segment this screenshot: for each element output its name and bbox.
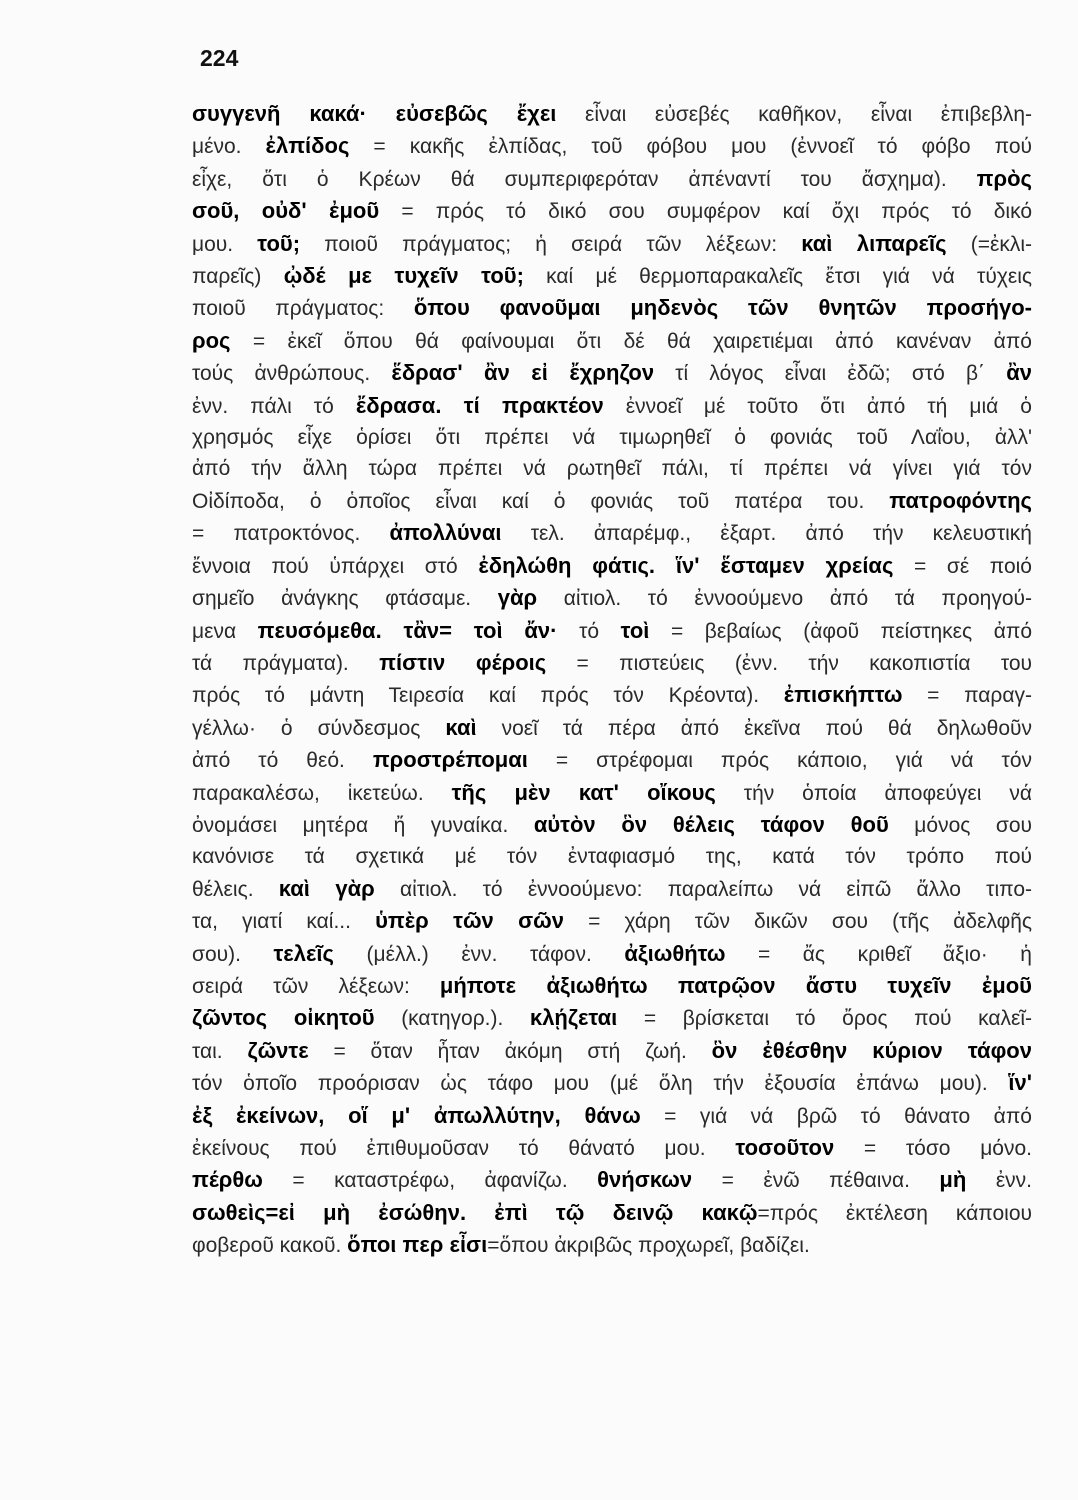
lemma: ἐξ ἐκείνων, οἵ μ' ἀπωλλύτην, θάνω [192,1102,641,1128]
gloss: = βρίσκεται τό ὄρος πού καλεῖ- [617,1007,1033,1031]
text-line [192,422,1032,453]
gloss: ἐνν. [966,1169,1033,1193]
gloss: τόν ὁποῖο προόρισαν ὡς τάφο μου (μέ ὅλη τήν ἐξουσία ἐπάνω μου). [192,1072,1009,1096]
text-line [192,130,1032,162]
gloss: αἰτιολ. τό ἐννοούμενο ἀπό τά προηγού- [537,587,1032,611]
text-line [192,550,1032,582]
gloss: εἶναι εὐσεβές καθῆκον, εἶναι ἐπιβεβλη- [556,103,1033,126]
text-line [192,744,1032,776]
lemma: μὴ [939,1167,967,1193]
gloss: ποιοῦ πράγματος; ἡ σειρά τῶν λέξεων: [300,232,802,256]
text-line [192,938,1032,970]
gloss: = πιστεύεις (ἐνν. τήν κακοπιστία του [546,651,1032,675]
gloss: ται. [192,1039,248,1063]
gloss: = κακῆς ἐλπίδας, τοῦ φόβου μου (ἐννοεῖ τό φόβο πού [349,135,1032,159]
lemma: τοῦ; [257,230,301,256]
text-line [192,1164,1032,1196]
text-line [192,1002,1032,1034]
gloss: σημεῖο ἀνάγκης φτάσαμε. [192,587,498,611]
text-line [192,1100,1032,1132]
text-line [192,1132,1032,1164]
lemma: καὶ [445,714,477,740]
lemma: ρος [192,327,231,353]
lemma: θνήσκων [597,1167,693,1193]
gloss: ἀπό τό θεό. [192,749,373,773]
lemma: συγγενῆ κακά· εὐσεβῶς ἔχει [192,101,557,126]
gloss: (=ἐκλι- [946,232,1033,256]
gloss: τελ. ἀπαρέμφ., ἐξαρτ. ἀπό τήν κελευστική [501,522,1032,546]
gloss: = ἄς κριθεῖ ἄξιο· ἡ [725,942,1032,966]
gloss: πρός τό μάντη Τειρεσία καί πρός τόν Κρέοντα). [192,684,784,708]
lemma: καὶ λιπαρεῖς [801,230,947,256]
text-line [192,679,1032,711]
lemma: τοσοῦτον [735,1135,835,1160]
gloss: (κατηγορ.). [374,1007,530,1031]
gloss: αἰτιολ. τό ἐννοούμενο: παραλείπω νά εἰπῶ ἄλλο τιπο- [374,877,1033,901]
text-line [192,905,1032,937]
gloss: τα, γιατί καί... [192,910,376,934]
text-line [192,1035,1032,1067]
gloss: ὀνομάσει μητέρα ἤ γυναίκα. [192,813,534,837]
lemma: πατροφόντης [889,487,1032,513]
text-line [192,517,1032,549]
lemma: ἀξιωθήτω [624,940,726,966]
text-line [192,163,1032,195]
lemma: καὶ γὰρ [278,875,375,901]
gloss: γέλλω· ὁ σύνδεσμος [192,716,446,740]
gloss: = πρός τό δικό σου συμφέρον καί ὄχι πρός τό δικό [379,200,1033,224]
lemma: ζῶντε [247,1037,309,1063]
text-line [192,841,1032,872]
lemma: σωθεὶς=εἰ μὴ ἐσώθην. ἐπὶ τῷ δεινῷ κακῷ [192,1199,758,1225]
text-line [192,615,1032,647]
text-line [192,390,1032,422]
gloss: τί λόγος εἶναι ἐδῶ; στό β΄ [654,362,1007,386]
gloss: θέλεις. [192,877,279,901]
lemma: ἐλπίδος [265,133,350,159]
gloss: ποιοῦ πράγματος: [192,297,414,321]
lemma: ὃν ἐθέσθην κύριον τάφον [711,1037,1032,1063]
gloss: τά πράγματα). [192,651,380,675]
lemma: μήποτε ἀξιωθήτω πατρῷον ἄστυ τυχεῖν ἐμοῦ [439,972,1032,998]
gloss: ἀπό τήν ἄλλη τώρα πρέπει νά ρωτηθεῖ πάλι, τί πρέπει νά γίνει γιά τόν [192,457,1032,481]
gloss: μένο. [192,135,266,159]
text-line [192,1067,1032,1099]
lemma: τοὶ [620,617,650,643]
lemma: ὅπου φανοῦμαι μηδενὸς τῶν θνητῶν προσήγο- [413,295,1032,321]
gloss: = παραγ- [902,684,1032,708]
lemma: ὅποι περ εἶσι [347,1232,488,1258]
gloss: ἔννοια πού ὑπάρχει στό [192,554,479,578]
gloss: = γιά νά βρῶ τό θάνατο ἀπό [640,1104,1032,1128]
gloss: εἶχε, ὅτι ὁ Κρέων θά συμπεριφερόταν ἀπέναντί του ἄσχημα). [192,167,977,191]
page-number: 224 [200,45,239,71]
lemma: ἔδρασα. τί πρακτέον [355,392,604,418]
lemma: πέρθω [192,1167,263,1193]
text-line [192,260,1032,292]
gloss: = ἐνῶ πέθαινα. [692,1169,940,1193]
lemma: τελεῖς [273,940,334,966]
text-line [192,1197,1032,1229]
commentary-text [192,98,1032,1262]
lemma: ἀπολλύναι [389,520,502,546]
text-line [192,970,1032,1002]
gloss: = καταστρέφω, ἀφανίζω. [262,1169,598,1193]
gloss: καί μέ θερμοπαρακαλεῖς ἔτσι γιά νά τύχεις [523,265,1033,289]
lemma: ᾠδέ με τυχεῖν τοῦ; [283,263,524,289]
lemma: ἐδηλώθη φάτις. ἵν' ἕσταμεν χρείας [478,552,894,578]
gloss: τό [557,619,621,643]
lemma: προστρέπομαι [372,747,528,773]
text-line [192,453,1032,484]
text-line [192,292,1032,324]
lemma: τῆς μὲν κατ' οἴκους [451,779,716,805]
text-line [192,712,1032,744]
lemma: ἵν' [1008,1070,1032,1096]
gloss: κανόνισε τά σχετικά μέ τόν ἐνταφιασμό της, κατά τόν τρόπο πού [192,845,1032,869]
lemma: πίστιν φέροις [379,649,547,675]
gloss: = τόσο μόνο. [834,1137,1032,1160]
lemma: ζῶντος οἰκητοῦ [192,1005,375,1031]
lemma: πευσόμεθα. τἂν= τοὶ ἄν· [257,617,558,643]
gloss: ἐννοεῖ μέ τοῦτο ὅτι ἀπό τή μιά ὁ [603,394,1032,418]
gloss: (μέλλ.) ἐνν. τάφον. [333,942,625,966]
gloss: =ὅπου ἀκριβῶς προχωρεῖ, βαδίζει. [487,1234,810,1258]
gloss: = στρέφομαι πρός κάποιο, γιά νά τόν [527,749,1032,773]
text-line [192,809,1032,841]
text-line [192,485,1032,517]
gloss: μόνος σου [888,813,1032,837]
lemma: ἂν [1006,360,1032,386]
lemma: ἕδρασ' ἂν εἰ ἔχρηζον [391,360,655,386]
gloss: = πατροκτόνος. [192,522,390,546]
lemma: ἐπισκήπτω [783,682,903,708]
gloss: σειρά τῶν λέξεων: [192,974,440,998]
gloss: παρακαλέσω, ἱκετεύω. [192,781,452,805]
gloss: χρησμός εἶχε ὁρίσει ὅτι πρέπει νά τιμωρηθεῖ ὁ φονιάς τοῦ Λαΐου, ἀλλ' [192,426,1032,450]
text-line [192,357,1032,389]
gloss: Οἰδίποδα, ὁ ὁποῖος εἶναι καί ὁ φονιάς τοῦ πατέρα του. [192,489,890,513]
gloss: = χάρη τῶν δικῶν σου (τῆς ἀδελφῆς [564,910,1033,934]
gloss: ἐνν. πάλι τό [192,394,356,418]
text-line [192,325,1032,357]
gloss: νοεῖ τά πέρα ἀπό ἐκεῖνα πού θά δηλωθοῦν [476,716,1032,740]
text-line [192,582,1032,614]
gloss: μενα [192,619,258,643]
gloss: τήν ὁποία ἀποφεύγει νά [715,781,1032,805]
lemma: ὑπὲρ τῶν σῶν [375,908,565,934]
gloss: = σέ ποιό [893,554,1032,578]
gloss: =πρός ἐκτέλεση κάποιου [757,1201,1032,1225]
gloss: σου). [192,942,274,966]
text-line [192,647,1032,679]
text-line [192,873,1032,905]
text-line [192,98,1032,130]
lemma: κλῄζεται [529,1005,618,1031]
gloss: = βεβαίως (ἀφοῦ πείστηκες ἀπό [649,619,1032,643]
gloss: = ὅταν ἦταν ἀκόμη στή ζωή. [308,1039,712,1063]
lemma: αὐτὸν ὃν θέλεις τάφον θοῦ [533,811,889,837]
lemma: γὰρ [497,585,538,611]
gloss: φοβεροῦ κακοῦ. [192,1234,348,1258]
text-line [192,228,1032,260]
gloss: μου. [192,232,258,256]
lemma: πρὸς [976,165,1032,191]
gloss: ἐκείνους πού ἐπιθυμοῦσαν τό θάνατό μου. [192,1137,736,1160]
lemma: σοῦ, οὐδ' ἐμοῦ [192,198,380,224]
text-line [192,777,1032,809]
text-line [192,1229,1032,1261]
gloss: = ἐκεῖ ὅπου θά φαίνουμαι ὅτι δέ θά χαιρετιέμαι ἀπό κανέναν ἀπό [230,329,1032,353]
gloss: τούς ἀνθρώπους. [192,362,392,386]
text-line [192,195,1032,227]
gloss: παρεῖς) [192,265,284,289]
